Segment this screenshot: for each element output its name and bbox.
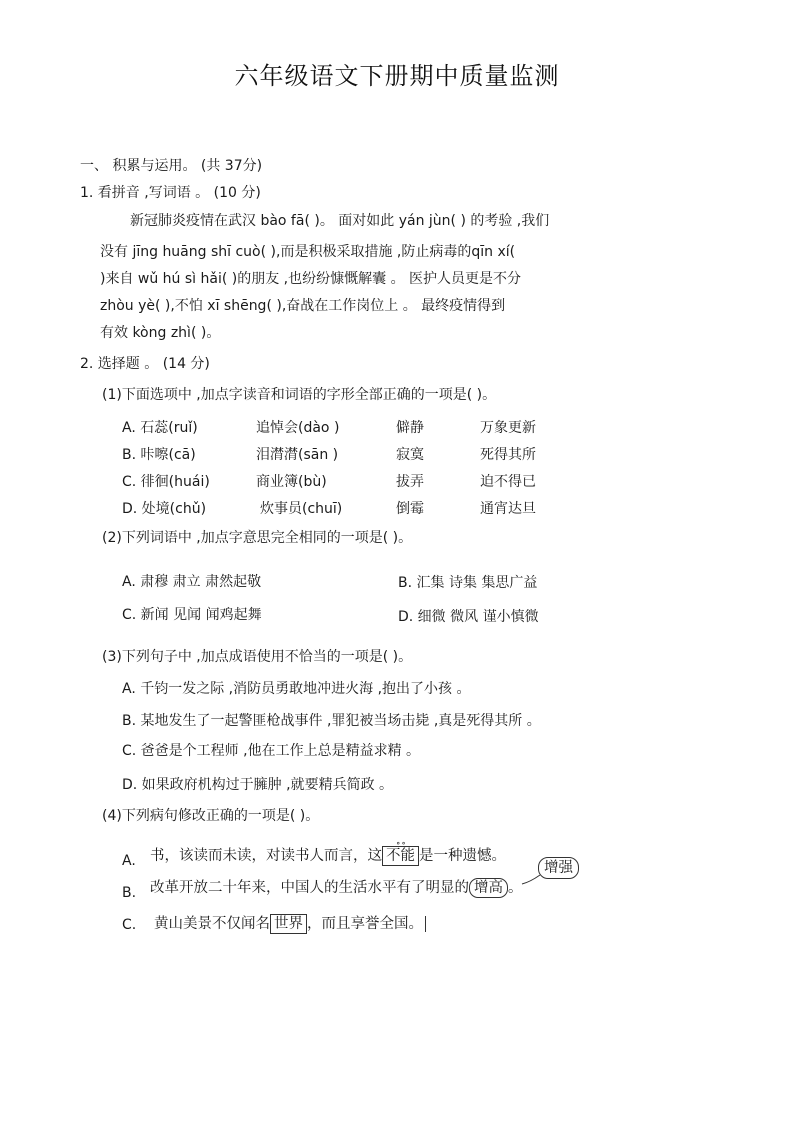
option-cell: 死得其所 <box>480 447 536 463</box>
q2-2-stem: (2)下列词语中 ,加点字意思完全相同的一项是( )。 <box>102 530 413 546</box>
q1-line-3: )来自 wǔ hú sì hǎi( )的朋友 ,也纷纷慷慨解囊 。 医护人员更是不分 <box>100 271 522 287</box>
option-cell: C. 徘徊(huái) <box>122 474 210 490</box>
option-cell: 倒霉 <box>396 501 424 517</box>
correction-box: 不能 <box>382 846 419 866</box>
option-cell: 万象更新 <box>480 420 536 436</box>
correction-wrap <box>382 839 419 866</box>
sentence-text: 书，该读而未读，对读书人而言，这 <box>150 848 382 864</box>
q2-4-stem: (4)下列病句修改正确的一项是( )。 <box>102 808 320 824</box>
q2-2-option-c: C. 新闻 见闻 闻鸡起舞 <box>122 607 262 623</box>
q1-line-2: 没有 jīng huāng shī cuò( ),而是积极采取措施 ,防止病毒的qīn xí( <box>100 244 516 260</box>
option-cell: 寂寞 <box>396 447 424 463</box>
option-cell: 泪潸潸(sān ) <box>256 447 339 463</box>
q2-2-option-d: D. 细微 微风 谨小慎微 <box>398 609 539 625</box>
q2-4-option-b-label: B. <box>122 885 137 901</box>
q2-4-option-c-label: C. <box>122 917 137 933</box>
q2-4-option-c-sentence <box>154 914 426 934</box>
q2-heading: 2. 选择题 。 (14 分) <box>80 356 210 372</box>
correction-box: 增高 <box>469 878 508 898</box>
sentence-text: ，而且享誉全国。 <box>307 916 426 932</box>
q2-1-stem: (1)下面选项中 ,加点字读音和词语的字形全部正确的一项是( )。 <box>102 387 497 403</box>
q2-4-option-b-sentence <box>150 878 523 898</box>
section-heading: 一、 积累与运用。 (共 37分) <box>80 158 263 174</box>
q2-3-stem: (3)下列句子中 ,加点成语使用不恰当的一项是( )。 <box>102 649 413 665</box>
insertion-line-icon <box>520 872 542 886</box>
q2-2-option-a: A. 肃穆 肃立 肃然起敬 <box>122 574 262 590</box>
page-title: 六年级语文下册期中质量监测 <box>234 62 560 90</box>
q1-heading: 1. 看拼音 ,写词语 。 (10 分) <box>80 185 261 201</box>
option-cell: 炊事员(chuī) <box>260 501 343 517</box>
option-cell: 拔弄 <box>396 474 424 490</box>
q2-2-option-b: B. 汇集 诗集 集思广益 <box>398 575 538 591</box>
option-cell: 通宵达旦 <box>480 501 536 517</box>
option-cell: 僻静 <box>396 420 424 436</box>
replacement-note: 增强 <box>538 857 579 879</box>
option-cell: 商业簿(bù) <box>256 474 327 490</box>
q2-3-option-c: C. 爸爸是个工程师 ,他在工作上总是精益求精 。 <box>122 743 421 759</box>
sentence-text: 。 <box>508 880 523 896</box>
option-cell: 追悼会(dào ) <box>256 420 340 436</box>
correction-box: 世界 <box>270 914 307 934</box>
option-cell: A. 石蕊(ruǐ) <box>122 420 198 436</box>
sentence-text: 黄山美景不仅闻名 <box>154 916 270 932</box>
q2-4-option-a-sentence <box>150 839 506 866</box>
q2-4-option-a-label: A. <box>122 853 136 869</box>
q2-3-option-b: B. 某地发生了一起警匪枪战事件 ,罪犯被当场击毙 ,真是死得其所 。 <box>122 713 541 729</box>
option-cell: 迫不得已 <box>480 474 536 490</box>
q1-line-1: 新冠肺炎疫情在武汉 bào fā( )。 面对如此 yán jùn( ) 的考验 ,我们 <box>130 213 550 229</box>
sentence-text: 是一种遗憾。 <box>419 848 506 864</box>
q1-line-5: 有效 kòng zhì( )。 <box>100 325 221 341</box>
option-cell: B. 咔嚓(cā) <box>122 447 196 463</box>
q2-3-option-d: D. 如果政府机构过于臃肿 ,就要精兵简政 。 <box>122 777 394 793</box>
q2-3-option-a: A. 千钧一发之际 ,消防员勇敢地冲进火海 ,抱出了小孩 。 <box>122 681 471 697</box>
option-cell: D. 处境(chǔ) <box>122 501 207 517</box>
sentence-text: 改革开放二十年来，中国人的生活水平有了明显的 <box>150 880 469 896</box>
deletion-mark-icon: ∘∘ <box>396 839 407 849</box>
q1-line-4: zhòu yè( ),不怕 xī shēng( ),奋战在工作岗位上 。 最终疫情得到 <box>100 298 506 314</box>
